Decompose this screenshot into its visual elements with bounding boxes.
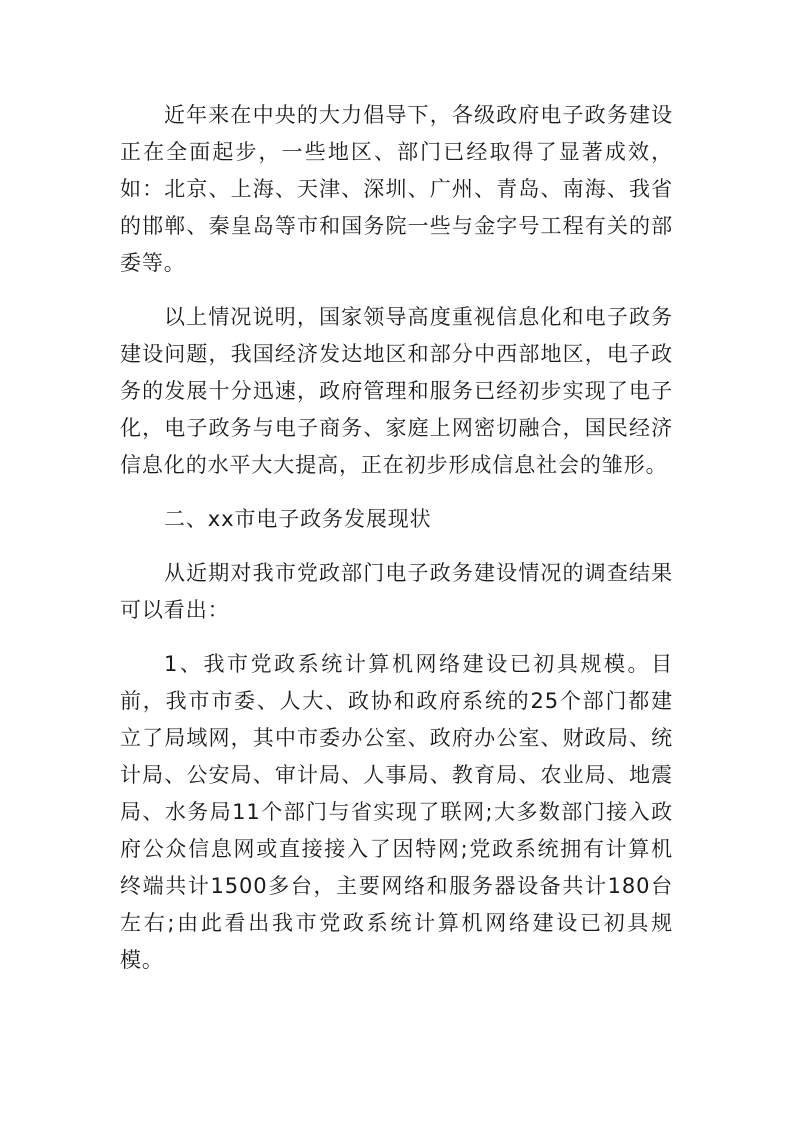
section-heading: 二、xx市电子政务发展现状	[164, 507, 432, 531]
paragraph-survey: 从近期对我市党政部门电子政务建设情况的调查结果可以看出：	[120, 561, 673, 622]
document-body	[120, 97, 673, 996]
paragraph-summary: 以上情况说明，国家领导高度重视信息化和电子政务建设问题，我国经济发达地区和部分中西部地区，电子政务的发展十分迅速，政府管理和服务已经初步实现了电子化，电子政务与电子商务、家庭上网密切融合，国民经济信息化的水平大大提高，正在初步形成信息社会的雏形。	[120, 305, 673, 477]
paragraph-network: 1、我市党政系统计算机网络建设已初具规模。目前，我市市委、人大、政协和政府系统的25个部门都建立了局域网，其中市委办公室、政府办公室、财政局、统计局、公安局、审计局、人事局、教育局、农业局、地震局、水务局11个部门与省实现了联网;大多数部门接入政府公众信息网或直接接入了因特网;党政系统拥有计算机终端共计1500多台，主要网络和服务器设备共计180台左右;由此看出我市党政系统计算机网络建设已初具规模。	[120, 652, 673, 972]
paragraph-intro: 近年来在中央的大力倡导下，各级政府电子政务建设正在全面起步，一些地区、部门已经取得了显著成效，如：北京、上海、天津、深圳、广州、青岛、南海、我省的邯郸、秦皇岛等市和国务院一些与金字号工程有关的部委等。	[120, 103, 673, 275]
